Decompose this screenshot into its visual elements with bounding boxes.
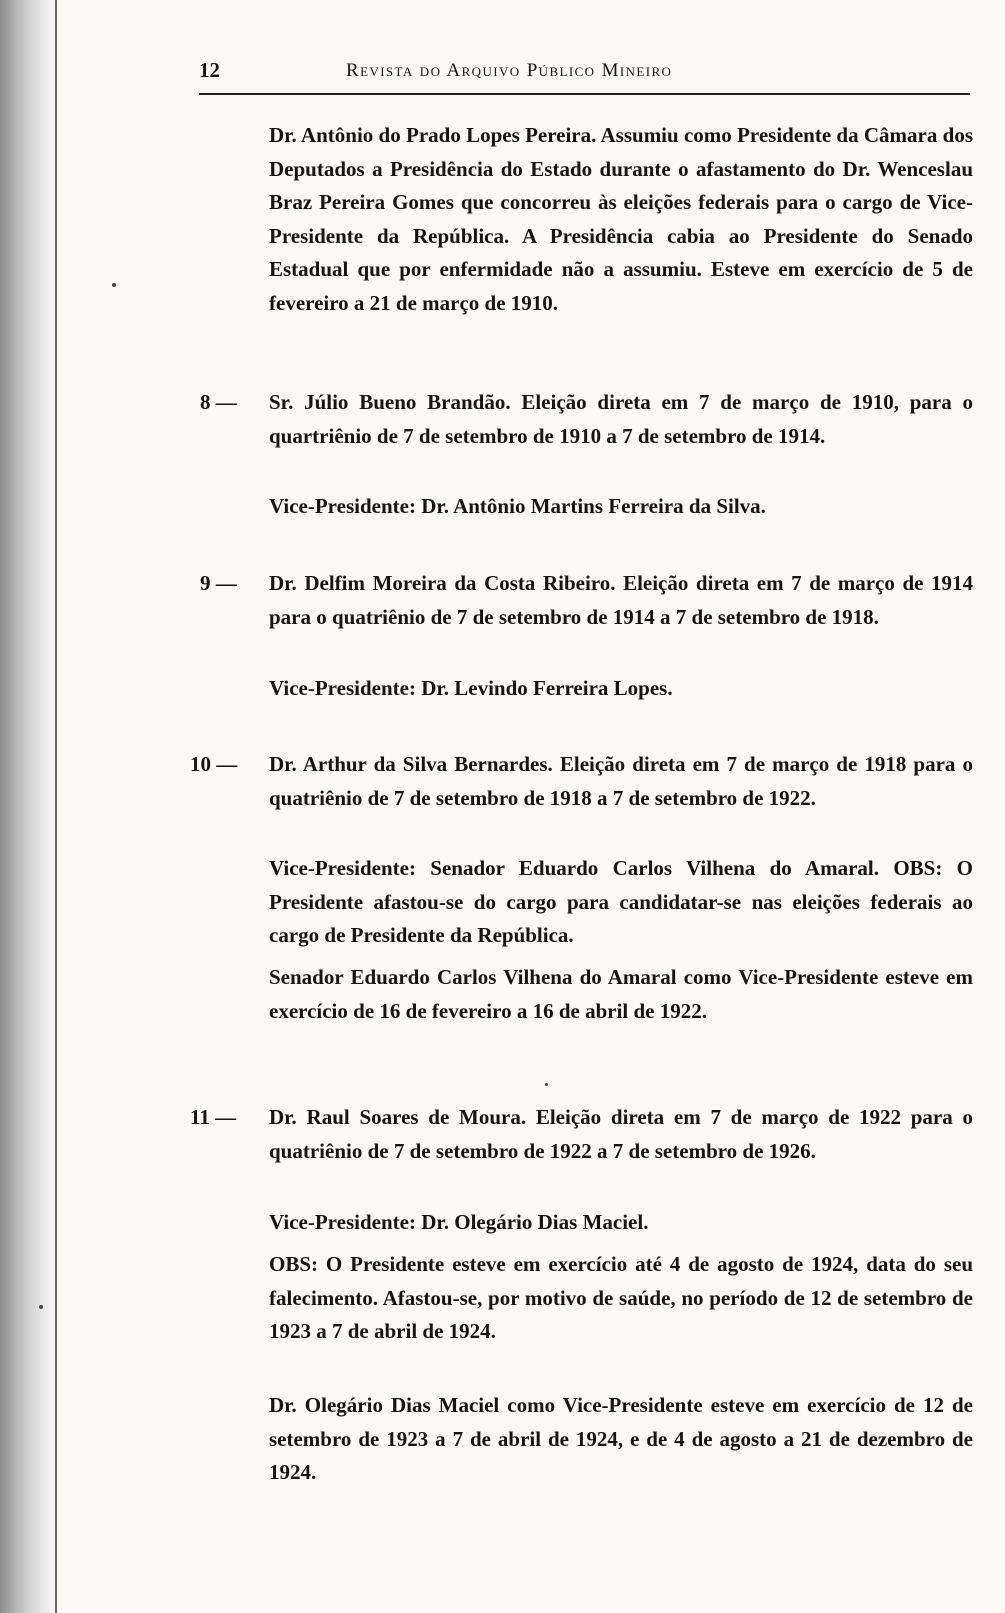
header-rule bbox=[199, 93, 970, 95]
entry-paragraph: Dr. Arthur da Silva Bernardes. Eleição direta em 7 de março de 1918 para o quatriênio de 7 de setembro de 1918 a 7 de setembro de 1922. bbox=[269, 752, 973, 810]
intro-paragraph: Dr. Antônio do Prado Lopes Pereira. Assumiu como Presidente da Câmara dos Deputados a Presidência do Estado durante o afastamento do Dr. Wenceslau Braz Pereira Gomes que concorreu às eleições federais para o cargo de Vice-Presidente da República. A Presidência cabia ao Presidente do Senado Estadual que por enfermidade não a assumiu. Esteve em exercício de 5 de fevereiro a 21 de março de 1910. bbox=[269, 123, 973, 315]
entry-paragraph: Dr. Raul Soares de Moura. Eleição direta em 7 de março de 1922 para o quatriênio de 7 de setembro de 1922 a 7 de setembro de 1926. bbox=[269, 1105, 973, 1163]
acting-vice-president-note: Dr. Olegário Dias Maciel como Vice-Presidente esteve em exercício de 12 de setembro de 1923 a 7 de abril de 1924, e de 4 de agosto a 21 de dezembro de 1924. bbox=[269, 1393, 973, 1484]
scan-speck bbox=[39, 1305, 43, 1309]
running-head bbox=[199, 58, 969, 84]
page-number: 12 bbox=[199, 58, 220, 82]
binding-edge-line bbox=[55, 0, 57, 1613]
entry-paragraph: Dr. Delfim Moreira da Costa Ribeiro. Eleição direta em 7 de março de 1914 para o quatriênio de 7 de setembro de 1914 a 7 de setembro de 1918. bbox=[269, 571, 973, 629]
journal-title: Revista do Arquivo Público Mineiro bbox=[346, 60, 673, 81]
vice-president-line: Vice-Presidente: Dr. Levindo Ferreira Lopes. bbox=[269, 676, 673, 700]
scan-speck bbox=[545, 1083, 548, 1086]
vice-president-line: Vice-Presidente: Dr. Antônio Martins Ferreira da Silva. bbox=[269, 494, 766, 518]
page-binding-shadow bbox=[0, 0, 60, 1613]
entry-number: 9 — bbox=[200, 571, 237, 595]
vice-president-note: Vice-Presidente: Senador Eduardo Carlos Vilhena do Amaral. OBS: O Presidente afastou-se do cargo para candidatar-se nas eleições federais ao cargo de Presidente da República. bbox=[269, 856, 973, 947]
scan-speck bbox=[112, 283, 116, 287]
observation-note: OBS: O Presidente esteve em exercício até 4 de agosto de 1924, data do seu falecimento. Afastou-se, por motivo de saúde, no período de 12 de setembro de 1923 a 7 de abril de 1924. bbox=[269, 1252, 973, 1343]
entry-number: 10 — bbox=[190, 752, 238, 776]
entry-paragraph: Sr. Júlio Bueno Brandão. Eleição direta em 7 de março de 1910, para o quartriênio de 7 de setembro de 1910 a 7 de setembro de 1914. bbox=[269, 390, 973, 448]
vice-president-line: Vice-Presidente: Dr. Olegário Dias Maciel. bbox=[269, 1210, 649, 1234]
entry-number: 8 — bbox=[200, 390, 237, 414]
entry-number: 11 — bbox=[190, 1105, 237, 1129]
acting-vice-president-note: Senador Eduardo Carlos Vilhena do Amaral como Vice-Presidente esteve em exercício de 16 de fevereiro a 16 de abril de 1922. bbox=[269, 965, 973, 1023]
